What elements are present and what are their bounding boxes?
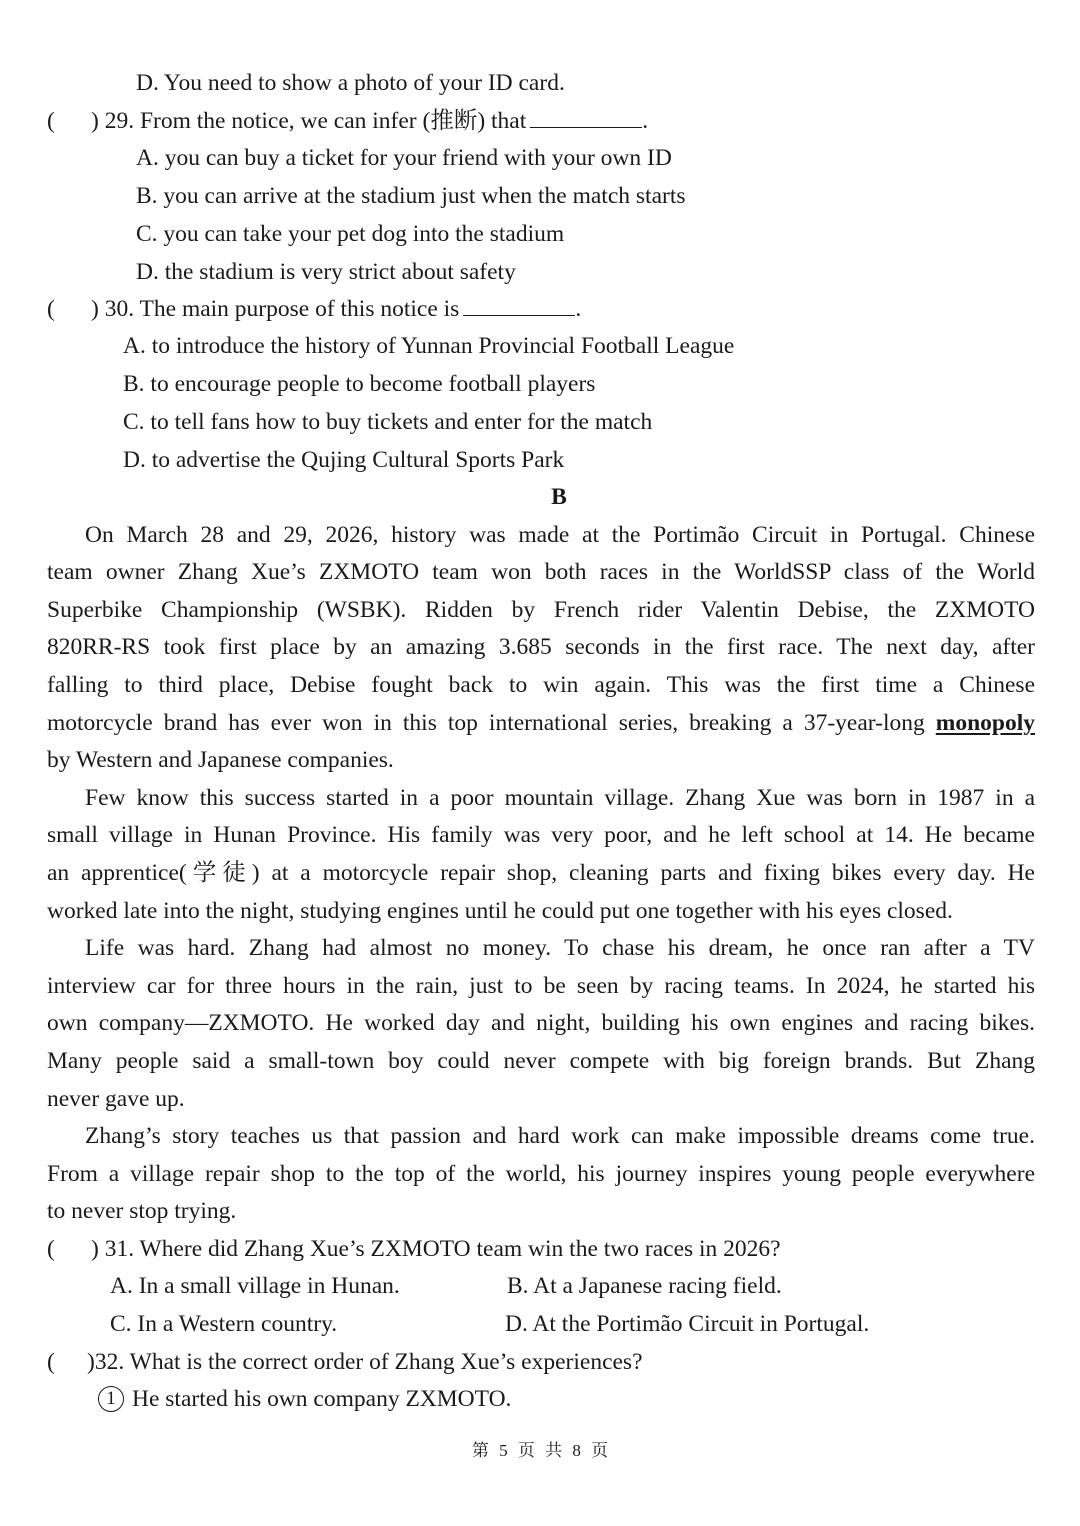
q29-option-b: B. you can arrive at the stadium just when the match starts	[136, 183, 686, 209]
q30-stem-text: 30. The main purpose of this notice is	[104, 296, 460, 322]
passage-p3-line2: interview car for three hours in the rain, just to be seen by racing teams. In 2024, he started his	[47, 973, 1035, 999]
q31-option-c: C. In a Western country.	[110, 1311, 338, 1337]
passage-p3-line5: never gave up.	[47, 1086, 185, 1112]
q30-option-a: A. to introduce the history of Yunnan Provincial Football League	[123, 333, 735, 359]
q31-option-a: A. In a small village in Hunan.	[110, 1273, 400, 1299]
q28-option-d: D. You need to show a photo of your ID card.	[136, 70, 565, 96]
q29-option-c: C. you can take your pet dog into the stadium	[136, 221, 565, 247]
passage-p3-line4: Many people said a small-town boy could never compete with big foreign brands. But Zhang	[47, 1048, 1035, 1074]
q30-option-d: D. to advertise the Qujing Cultural Sports Park	[123, 447, 565, 473]
answer-bracket-q31[interactable]: (	[47, 1236, 55, 1262]
passage-p4-line1: Zhang’s story teaches us that passion and hard work can make impossible dreams come true.	[85, 1123, 1035, 1149]
q30-option-b: B. to encourage people to become football players	[123, 371, 596, 397]
answer-bracket-q30[interactable]: (	[47, 296, 55, 322]
q32-item-1: 1 He started his own company ZXMOTO.	[98, 1384, 511, 1414]
q29-stem: ( ) 29. From the notice, we can infer (推断) that .	[47, 108, 649, 134]
passage-p1-line3: Superbike Championship (WSBK). Ridden by French rider Valentin Debise, the ZXMOTO	[47, 597, 1035, 623]
passage-p2-line4: worked late into the night, studying engines until he could put one together with his eyes closed.	[47, 898, 953, 924]
q31-option-d: D. At the Portimão Circuit in Portugal.	[505, 1311, 870, 1337]
passage-p1-line1: On March 28 and 29, 2026, history was made at the Portimão Circuit in Portugal. Chinese	[85, 522, 1035, 548]
page-footer: 第 5 页 共 8 页	[471, 1441, 609, 1460]
passage-p4-line2: From a village repair shop to the top of the world, his journey inspires young people everywhere	[47, 1161, 1035, 1187]
answer-bracket-q32[interactable]: (	[47, 1349, 55, 1375]
q31-option-b: B. At a Japanese racing field.	[507, 1273, 782, 1299]
q32-stem: ( )32. What is the correct order of Zhang Xue’s experiences?	[47, 1349, 643, 1375]
passage-p1-line6: motorcycle brand has ever won in this top international series, breaking a 37-year-long monopoly	[47, 710, 1036, 736]
q30-stem: ( ) 30. The main purpose of this notice is .	[47, 296, 582, 322]
section-heading-b: B	[551, 484, 567, 510]
circled-number-1: 1	[98, 1386, 124, 1412]
q32-stem-text: 32. What is the correct order of Zhang Xue’s experiences?	[94, 1349, 643, 1375]
q29-blank	[530, 107, 642, 128]
passage-p3-line1: Life was hard. Zhang had almost no money. To chase his dream, he once ran after a TV	[85, 935, 1035, 961]
passage-p4-line3: to never stop trying.	[47, 1198, 237, 1224]
q29-option-d: D. the stadium is very strict about safety	[136, 259, 516, 285]
q31-stem: ( ) 31. Where did Zhang Xue’s ZXMOTO team win the two races in 2026?	[47, 1236, 781, 1262]
q30-option-c: C. to tell fans how to buy tickets and enter for the match	[123, 409, 653, 435]
passage-p1-line4: 820RR-RS took first place by an amazing 3.685 seconds in the first race. The next day, after	[47, 634, 1035, 660]
passage-p2-line3: an apprentice(学徒) at a motorcycle repair shop, cleaning parts and fixing bikes every day. He	[47, 860, 1035, 886]
q29-stem-text: 29. From the notice, we can infer (推断) that	[104, 108, 527, 134]
passage-p2-line1: Few know this success started in a poor mountain village. Zhang Xue was born in 1987 in a	[85, 785, 1035, 811]
answer-bracket-q29[interactable]: (	[47, 108, 55, 134]
passage-p1-line7: by Western and Japanese companies.	[47, 747, 394, 773]
passage-p1-line2: team owner Zhang Xue’s ZXMOTO team won both races in the WorldSSP class of the World	[47, 559, 1035, 585]
q30-blank	[463, 295, 575, 316]
q29-option-a: A. you can buy a ticket for your friend with your own ID	[136, 145, 672, 171]
passage-p1-line5: falling to third place, Debise fought back to win again. This was the first time a Chinese	[47, 672, 1035, 698]
passage-p3-line3: own company—ZXMOTO. He worked day and night, building his own engines and racing bikes.	[47, 1010, 1035, 1036]
passage-p2-line2: small village in Hunan Province. His family was very poor, and he left school at 14. He became	[47, 822, 1035, 848]
keyword-monopoly: monopoly	[935, 710, 1036, 736]
q31-stem-text: 31. Where did Zhang Xue’s ZXMOTO team win the two races in 2026?	[104, 1236, 781, 1262]
